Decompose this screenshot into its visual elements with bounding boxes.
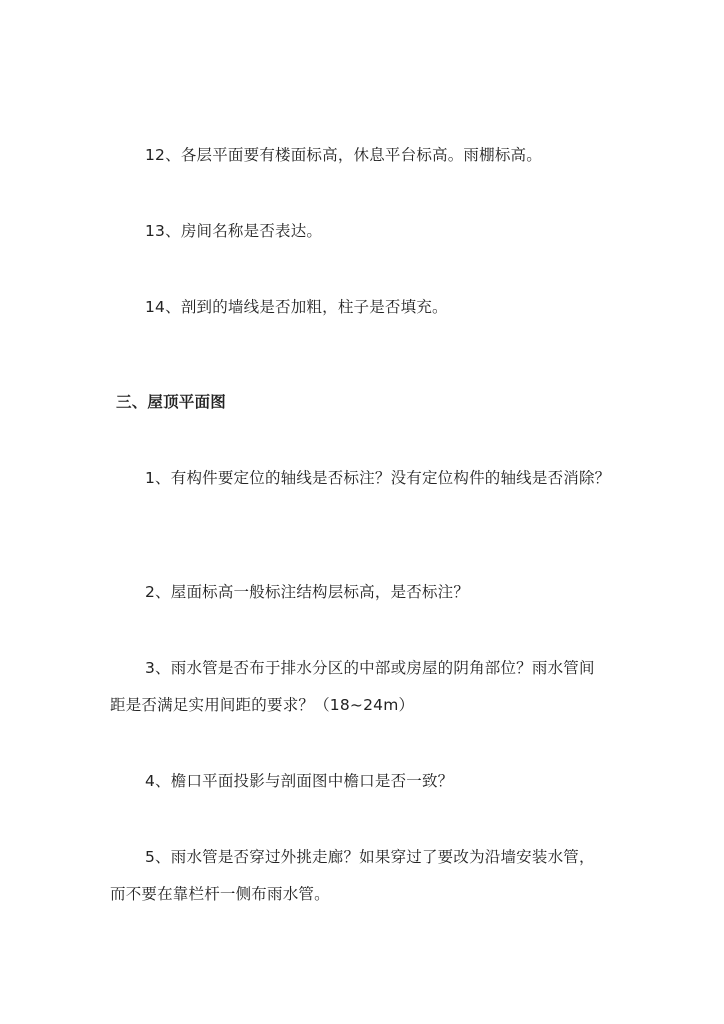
item-5-line-1: 5、雨水管是否穿过外挑走廊？如果穿过了要改为沿墙安装水管， [145, 848, 595, 866]
item-2: 2、屋面标高一般标注结构层标高，是否标注？ [145, 583, 470, 601]
item-5-line-2: 而不要在靠栏杆一侧布雨水管。 [110, 885, 330, 903]
item-4: 4、檐口平面投影与剖面图中檐口是否一致？ [145, 772, 454, 790]
item-3-line-1: 3、雨水管是否布于排水分区的中部或房屋的阴角部位？雨水管间 [145, 659, 595, 677]
section-heading: 三、屋顶平面图 [116, 393, 226, 411]
item-1: 1、有构件要定位的轴线是否标注？没有定位构件的轴线是否消除？ [145, 469, 611, 487]
item-3-line-2: 距是否满足实用间距的要求？（18~24m） [110, 696, 415, 714]
item-14: 14、剖到的墙线是否加粗，柱子是否填充。 [145, 298, 448, 316]
item-12: 12、各层平面要有楼面标高，休息平台标高。雨棚标高。 [145, 146, 542, 164]
item-13: 13、房间名称是否表达。 [145, 222, 323, 240]
